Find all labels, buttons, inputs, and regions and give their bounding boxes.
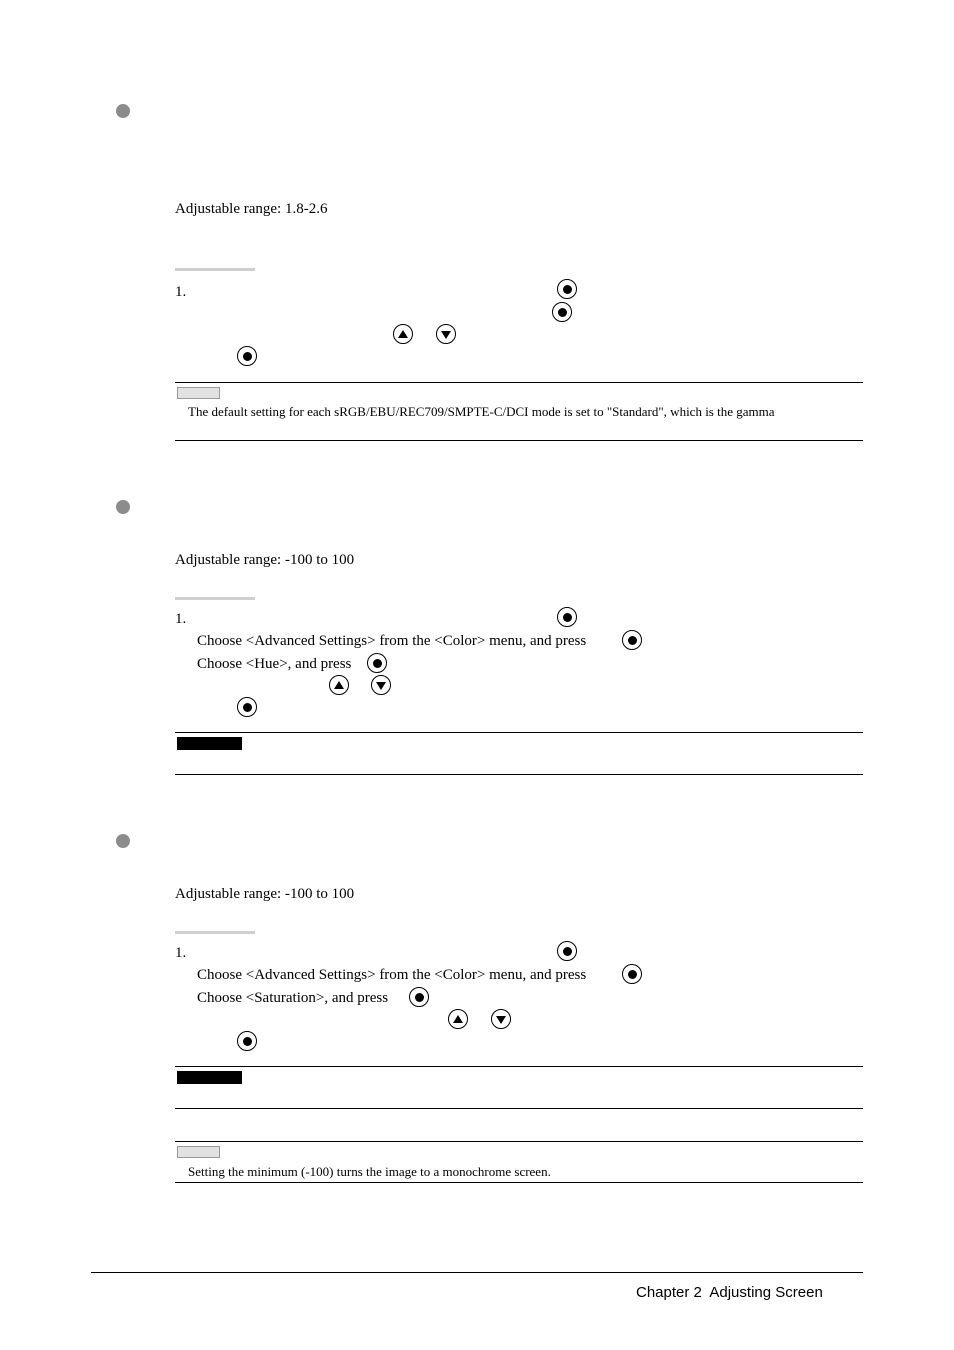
down-button-icon [491,1009,511,1029]
note-top-rule [175,382,863,383]
enter-button-icon [237,1031,257,1051]
procedure-bar [175,268,255,271]
enter-button-icon [552,302,572,322]
enter-button-icon [622,964,642,984]
footer-chapter: Chapter 2 Adjusting Screen [636,1284,823,1301]
note-top-rule [175,1141,863,1142]
up-button-icon [393,324,413,344]
procedure-bar [175,597,255,600]
attention-bottom-rule [175,1108,863,1109]
saturation-step-number: 1. [175,945,187,961]
hue-step2: Choose <Advanced Settings> from the <Color> menu, and press [197,633,587,649]
enter-button-icon [557,279,577,299]
gamma-range: Adjustable range: 1.8-2.6 [175,201,328,217]
note-bottom-rule [175,1182,863,1183]
attention-top-rule [175,1066,863,1067]
saturation-step3: Choose <Saturation>, and press [197,990,389,1006]
down-button-icon [371,675,391,695]
attention-label [177,737,242,750]
attention-top-rule [175,732,863,733]
up-button-icon [448,1009,468,1029]
gamma-note-text: The default setting for each sRGB/EBU/REC709/SMPTE-C/DCI mode is set to "Standard", which is the gamma [188,404,775,419]
bullet-icon [116,500,130,514]
enter-button-icon [367,653,387,673]
note-bottom-rule [175,440,863,441]
hue-step3: Choose <Hue>, and press [197,656,352,672]
bullet-icon [116,834,130,848]
hue-step-number: 1. [175,611,187,627]
saturation-step2: Choose <Advanced Settings> from the <Color> menu, and press [197,967,587,983]
enter-button-icon [409,987,429,1007]
down-button-icon [436,324,456,344]
enter-button-icon [237,697,257,717]
note-label [177,387,220,399]
up-button-icon [329,675,349,695]
enter-button-icon [237,346,257,366]
hue-range: Adjustable range: -100 to 100 [175,552,355,568]
gamma-step-number: 1. [175,284,187,300]
note-label [177,1146,220,1158]
footer-rule [91,1272,863,1273]
enter-button-icon [557,607,577,627]
saturation-note-text: Setting the minimum (-100) turns the image to a monochrome screen. [188,1164,551,1179]
enter-button-icon [622,630,642,650]
saturation-range: Adjustable range: -100 to 100 [175,886,355,902]
enter-button-icon [557,941,577,961]
attention-bottom-rule [175,774,863,775]
attention-label [177,1071,242,1084]
bullet-icon [116,104,130,118]
procedure-bar [175,931,255,934]
